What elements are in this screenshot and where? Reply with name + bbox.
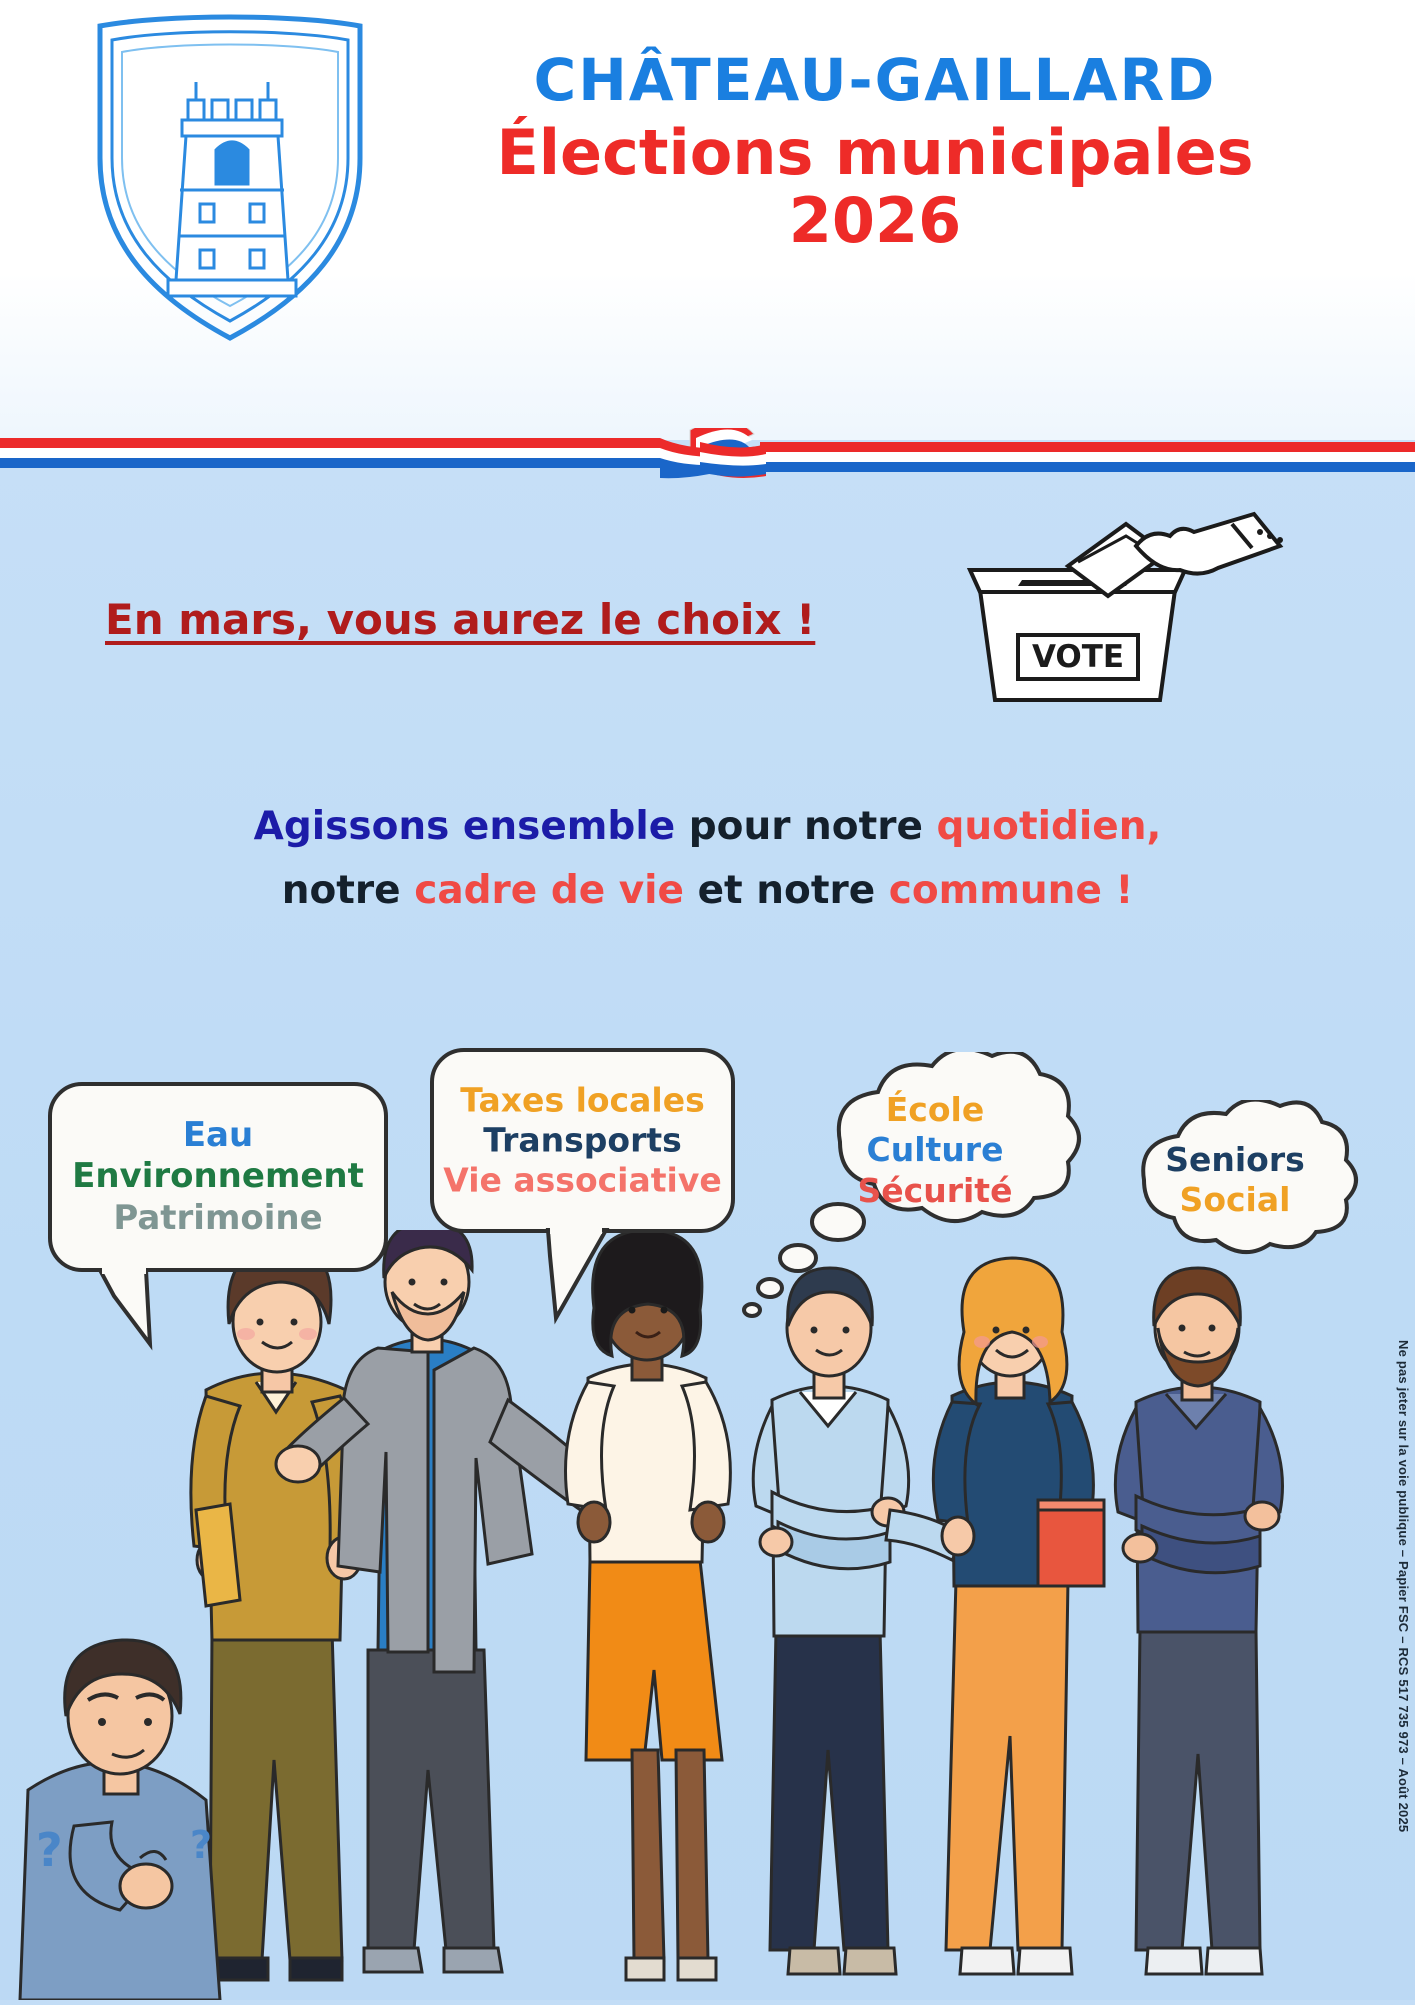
castle-tower-shield-icon [70, 8, 390, 348]
person-woman-orange-skirt [566, 1230, 731, 1980]
slogan-secondary-line1 [0, 795, 1415, 859]
ballot-box-with-hand-icon [960, 510, 1290, 710]
poster-year: 2026 [788, 184, 962, 258]
thought-bubble-dots [740, 1200, 870, 1330]
header-titles [400, 46, 1350, 258]
question-mark-large: ? [36, 1823, 63, 1877]
bubble-tail-2 [540, 1226, 670, 1326]
slogan-text: notre [281, 868, 415, 914]
legal-notice: Ne pas jeter sur la voie publique – Papier FSC – RCS 517 735 973 – Août 2025 [1396, 1340, 1411, 1833]
bubble-line: Taxes locales [460, 1080, 705, 1120]
poster-title: Élections municipales [496, 115, 1254, 189]
slogan-primary: En mars, vous aurez le choix ! [105, 595, 816, 644]
commune-name: CHÂTEAU-GAILLARD [533, 46, 1217, 114]
bubble-line: Culture [866, 1130, 1004, 1170]
topic-bubbles [0, 1030, 1415, 1340]
person-thinking-boy [20, 1640, 220, 2000]
bubble-line: Patrimoine [113, 1197, 323, 1238]
bubble-water-environment [48, 1082, 388, 1272]
bubble-line: Transports [483, 1120, 682, 1160]
ballot-label: VOTE [1031, 639, 1125, 675]
bubble-seniors-social-text [1115, 1140, 1355, 1221]
bubble-line: Eau [182, 1114, 254, 1155]
bubble-line: Sécurité [857, 1170, 1013, 1210]
french-tricolour-ribbon [0, 428, 1415, 496]
person-woman-blonde [933, 1258, 1104, 1974]
slogan-text: et notre [684, 868, 889, 914]
slogan-emphasis-agissons: Agissons ensemble [253, 804, 676, 849]
bubble-line: Seniors [1165, 1140, 1305, 1179]
bubble-line: École [885, 1090, 985, 1129]
slogan-emphasis-quotidien: quotidien, [936, 804, 1162, 849]
bubble-line: Social [1179, 1180, 1291, 1220]
bubble-line: Vie associative [443, 1160, 722, 1200]
bubble-school-culture-text [800, 1090, 1070, 1211]
slogan-emphasis-cadre: cadre de vie [414, 868, 685, 914]
slogan-secondary-line2 [0, 859, 1415, 923]
slogan-secondary [0, 795, 1415, 924]
bubble-taxes-transport [430, 1048, 735, 1233]
bubble-tail-1 [90, 1266, 220, 1356]
poster-header [0, 0, 1415, 440]
person-bearded-man [1115, 1268, 1282, 1974]
bubble-line: Environnement [72, 1156, 364, 1197]
question-mark-small: ? [190, 1823, 213, 1867]
slogan-emphasis-commune: commune ! [888, 868, 1134, 914]
slogan-text: pour notre [675, 804, 937, 849]
